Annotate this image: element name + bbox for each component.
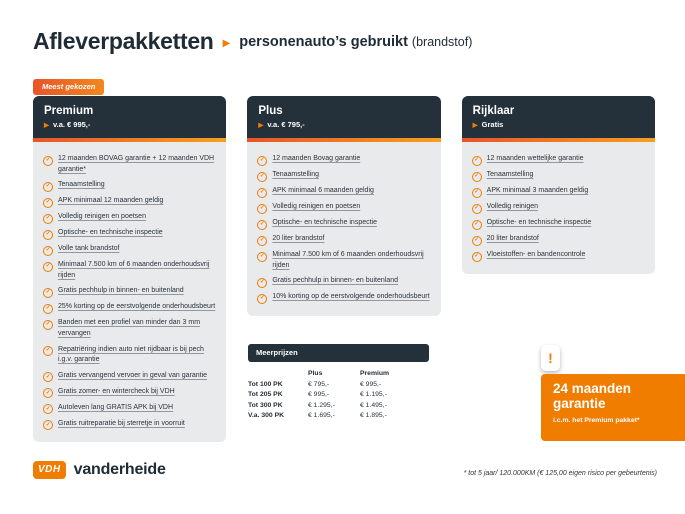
check-icon [43,346,53,356]
check-icon [257,204,267,214]
price-value-premium: € 1.195,- [360,391,387,398]
package-feature [257,202,430,214]
feature-text: APK minimaal 6 maanden geldig [272,187,374,194]
gradient-strip [247,138,440,142]
check-icon [257,156,267,166]
package-feature [257,292,430,304]
package-feature [43,345,216,367]
package-feature [43,228,216,240]
package-feature [43,371,216,383]
price-row-label: V.a. 300 PK [248,412,285,419]
package-name: Rijklaar [472,105,515,117]
price-row-label: Tot 100 PK [248,380,283,388]
feature-text: 12 maanden BOVAG garantie + 12 maanden VDH garantie* [58,155,215,173]
feature-text: Banden met een profiel van minder dan 3 mm vervangen [58,319,201,338]
price-col-premium: Premium [360,370,390,377]
price-row [248,381,429,388]
arrow-icon [473,120,478,129]
feature-text: Autoleven lang GRATIS APK bij VDH [58,403,174,411]
check-icon [472,188,482,198]
check-icon [43,214,53,224]
price-row [248,402,429,409]
package-header [462,96,655,142]
package-items [462,142,655,274]
feature-text: 25% korting op de eerstvolgende onderhoudsbeurt [58,303,216,311]
feature-text: Gratis pechhulp in binnen- en buitenland [58,287,184,295]
feature-text: APK minimaal 12 maanden geldig [58,197,164,205]
feature-text: Gratis pechhulp in binnen- en buitenland [272,277,399,285]
check-icon [257,236,267,246]
feature-text: Tenaamstelling [58,181,105,189]
package-feature [472,154,645,166]
brand-logo [33,461,166,479]
check-icon [472,172,482,182]
check-icon [43,198,53,208]
header [33,28,472,55]
package-feature [43,419,216,431]
check-icon [257,172,267,182]
package-feature [43,403,216,415]
package-feature [43,387,216,399]
feature-text: Tenaamstelling [272,171,320,178]
check-icon [472,156,482,166]
package-feature [43,196,216,208]
check-icon [257,188,267,198]
check-icon [43,288,53,298]
exclamation-icon: ! [541,345,560,371]
package-feature [43,286,216,298]
package-feature [257,234,430,246]
package-feature [257,250,430,272]
feature-text: Volledig reinigen en poetsen [58,213,146,221]
gradient-strip [462,138,655,142]
package-items [247,142,440,316]
package-price: Gratis [481,120,504,129]
package-feature [472,218,645,230]
feature-text: Gratis zomer- en wintercheck bij VDH [58,387,175,395]
guarantee-subtitle: i.c.m. het Premium pakket* [553,416,640,424]
price-table-header [248,370,429,377]
package-card [247,96,440,316]
check-icon [43,230,53,240]
package-name: Premium [44,105,94,117]
feature-text: Optische- en technische inspectie [486,219,592,226]
feature-text: 12 maanden wettelijke garantie [486,155,584,162]
package-feature [43,244,216,256]
package-card [462,96,655,274]
subtitle-main: personenauto’s gebruikt [239,33,408,50]
price-row-label: Tot 205 PK [248,391,283,398]
check-icon [257,252,267,262]
package-feature [472,234,645,246]
price-value-plus: € 1.695,- [308,412,335,419]
check-icon [43,320,53,330]
price-row-label: Tot 300 PK [248,401,283,409]
price-col-plus: Plus [308,370,323,377]
check-icon [257,294,267,304]
price-value-premium: € 1.895,- [360,412,387,419]
check-icon [43,372,53,382]
price-table [248,344,429,419]
package-feature [472,202,645,214]
price-table-body [248,381,429,420]
feature-text: 10% korting op de eerstvolgende onderhoudsbeurt [272,293,430,301]
check-icon [43,304,53,314]
feature-text: Gratis vervangend vervoer in geval van garantie [58,371,208,379]
check-icon [43,420,53,430]
package-feature [257,170,430,182]
package-card [33,96,226,442]
package-feature [43,154,216,176]
check-icon [472,236,482,246]
feature-text: Minimaal 7.500 km of 6 maanden onderhoudsvrij rijden [58,261,210,280]
package-price: v.a. € 795,- [267,120,305,129]
price-table-title: Meerprijzen [248,344,429,362]
check-icon [257,220,267,230]
check-icon [43,388,53,398]
arrow-icon [44,120,49,129]
guarantee-title: 24 maanden garantie [553,381,632,411]
check-icon [257,278,267,288]
feature-text: 12 maanden Bovag garantie [272,155,361,162]
package-feature [472,250,645,262]
package-header [247,96,440,142]
check-icon [43,404,53,414]
arrow-icon [223,33,231,51]
price-row [248,391,429,398]
package-items [33,142,226,442]
check-icon [43,262,53,272]
footnote: * tot 5 jaar/ 120.000KM (€ 125,00 eigen risico per gebeurtenis) [463,470,657,477]
feature-text: Gratis ruitreparatie bij sterretje in voorruit [58,419,185,427]
package-price-line [258,120,429,129]
package-feature [43,260,216,282]
check-icon [472,252,482,262]
package-feature [43,302,216,314]
package-feature [43,212,216,224]
package-price-line [44,120,215,129]
price-row [248,412,429,419]
package-name: Plus [258,105,283,117]
page-subtitle [239,34,472,50]
package-feature [43,180,216,192]
feature-text: 20 liter brandstof [272,235,325,242]
brand-name: vanderheide [73,461,166,478]
arrow-icon [258,120,263,129]
price-value-plus: € 1.295,- [308,401,335,409]
page-title: Afleverpakketten [33,28,214,54]
feature-text: Repatriëring indien auto niet rijdbaar is bij pech i.g.v. garantie [58,345,204,364]
check-icon [43,246,53,256]
feature-text: Minimaal 7.500 km of 6 maanden onderhoudsvrij rijden [272,251,424,269]
feature-text: Volledig reinigen [486,203,539,210]
package-feature [43,318,216,340]
most-chosen-badge: Meest gekozen [33,79,104,95]
guarantee-banner [541,374,685,441]
package-feature [257,276,430,288]
package-header [33,96,226,142]
feature-text: Optische- en technische inspectie [272,219,377,226]
package-price-line [473,120,644,129]
price-value-premium: € 1.495,- [360,401,387,409]
check-icon [43,156,53,166]
check-icon [472,204,482,214]
feature-text: 20 liter brandstof [486,235,539,242]
package-feature [257,218,430,230]
price-value-plus: € 995,- [308,391,330,398]
package-feature [257,154,430,166]
price-value-premium: € 995,- [360,380,382,388]
price-value-plus: € 795,- [308,380,330,388]
feature-text: APK minimaal 3 maanden geldig [486,187,589,194]
feature-text: Vloeistoffen- en bandencontrole [486,251,586,258]
package-feature [472,170,645,182]
vdh-logo-icon: VDH [33,461,66,479]
gradient-strip [33,138,226,142]
feature-text: Tenaamstelling [486,171,534,178]
package-feature [472,186,645,198]
package-price: v.a. € 995,- [53,120,91,129]
package-feature [257,186,430,198]
feature-text: Volle tank brandstof [58,245,120,253]
check-icon [472,220,482,230]
subtitle-suffix: (brandstof) [411,34,473,49]
feature-text: Volledig reinigen en poetsen [272,203,361,210]
check-icon [43,182,53,192]
feature-text: Optische- en technische inspectie [58,229,163,237]
